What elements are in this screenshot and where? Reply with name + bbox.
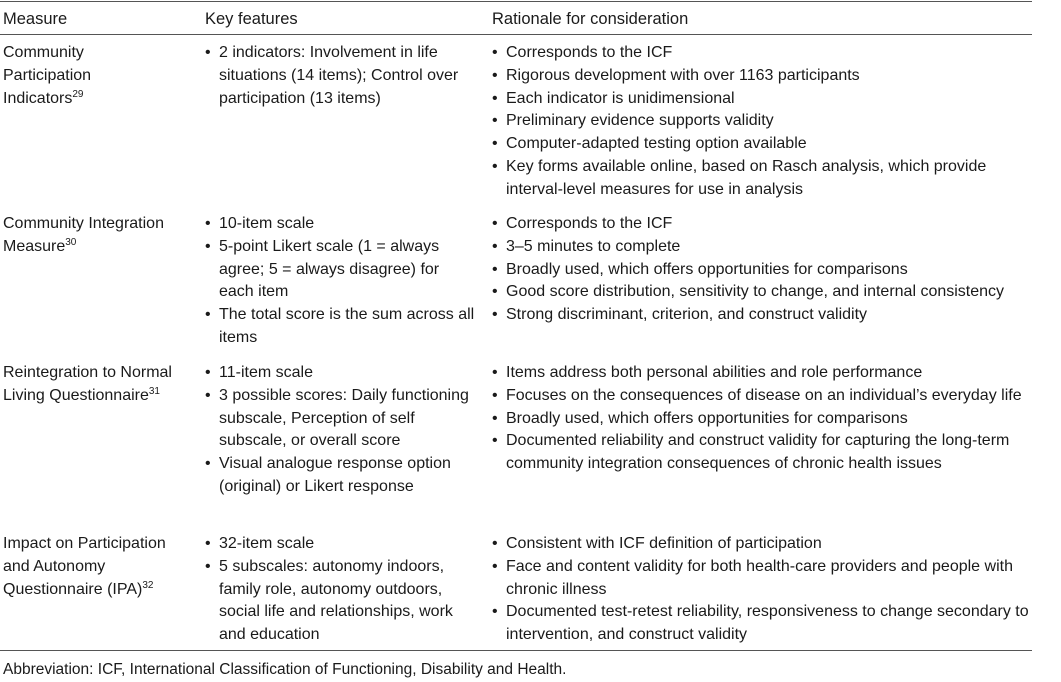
reference-number: 32	[142, 579, 154, 591]
rationale-item: • Items address both personal abilities and role performance	[492, 362, 1032, 385]
rationale-item: • 3–5 minutes to complete	[492, 236, 1032, 259]
table-row-rationale	[492, 533, 1032, 647]
rationale-item: • Computer-adapted testing option available	[492, 133, 1032, 156]
rationale-item: • Corresponds to the ICF	[492, 42, 1032, 65]
reference-number: 29	[72, 88, 84, 100]
feature-item: • 3 possible scores: Daily functioning subscale, Perception of self subscale, or overall score	[205, 385, 475, 453]
measure-name: Community Integration Measure	[3, 215, 164, 255]
rationale-item: • Documented reliability and construct validity for capturing the long-term community integration consequences of chronic health issues	[492, 430, 1032, 476]
table-row-rationale	[492, 42, 1032, 202]
table-top-rule	[0, 1, 1032, 2]
table-row-measure	[3, 533, 188, 601]
table-row-features	[205, 213, 475, 350]
feature-item: • The total score is the sum across all items	[205, 304, 475, 350]
feature-item: • 32-item scale	[205, 533, 475, 556]
table-row-features	[205, 533, 475, 647]
feature-item: • 2 indicators: Involvement in life situations (14 items); Control over participation (13 items)	[205, 42, 473, 110]
feature-item: • 11-item scale	[205, 362, 475, 385]
table-bottom-rule	[0, 650, 1032, 651]
rationale-item: • Preliminary evidence supports validity	[492, 110, 1032, 133]
table-row-rationale	[492, 362, 1032, 476]
measure-name: Community Participation Indicators	[3, 44, 92, 107]
reference-number: 31	[148, 385, 160, 397]
feature-item: • 5-point Likert scale (1 = always agree; 5 = always disagree) for each item	[205, 236, 475, 304]
reference-number: 30	[65, 236, 77, 248]
rationale-item: • Documented test-retest reliability, responsiveness to change secondary to intervention, and construct validity	[492, 601, 1032, 647]
measure-name: Impact on Participation and Autonomy Questionnaire (IPA)	[3, 535, 166, 598]
column-header-rationale: Rationale for consideration	[492, 10, 689, 28]
rationale-item: • Good score distribution, sensitivity to change, and internal consistency	[492, 281, 1032, 304]
table-row-measure	[3, 213, 193, 259]
feature-item: • 5 subscales: autonomy indoors, family role, autonomy outdoors, social life and relationships, work and education	[205, 556, 475, 647]
table-row-measure	[3, 362, 193, 408]
header-rule	[0, 34, 1032, 35]
column-header-features: Key features	[205, 10, 298, 28]
rationale-item: • Broadly used, which offers opportunities for comparisons	[492, 259, 1032, 282]
table-footnote: Abbreviation: ICF, International Classification of Functioning, Disability and Health.	[3, 661, 567, 678]
table-row-measure	[3, 42, 133, 110]
table-row-features	[205, 362, 475, 499]
feature-item: • Visual analogue response option (original) or Likert response	[205, 453, 475, 499]
table-row-features	[205, 42, 473, 110]
rationale-item: • Strong discriminant, criterion, and construct validity	[492, 304, 1032, 327]
rationale-item: • Rigorous development with over 1163 participants	[492, 65, 1032, 88]
rationale-item: • Corresponds to the ICF	[492, 213, 1032, 236]
rationale-item: • Key forms available online, based on Rasch analysis, which provide interval-level measures for use in analysis	[492, 156, 1032, 202]
measure-name: Reintegration to Normal Living Questionnaire	[3, 364, 172, 404]
rationale-item: • Face and content validity for both health-care providers and people with chronic illness	[492, 556, 1032, 602]
column-header-measure: Measure	[3, 10, 68, 28]
rationale-item: • Broadly used, which offers opportunities for comparisons	[492, 408, 1032, 431]
rationale-item: • Consistent with ICF definition of participation	[492, 533, 1032, 556]
rationale-item: • Focuses on the consequences of disease on an individual’s everyday life	[492, 385, 1032, 408]
table-row-rationale	[492, 213, 1032, 327]
feature-item: • 10-item scale	[205, 213, 475, 236]
rationale-item: • Each indicator is unidimensional	[492, 88, 1032, 111]
